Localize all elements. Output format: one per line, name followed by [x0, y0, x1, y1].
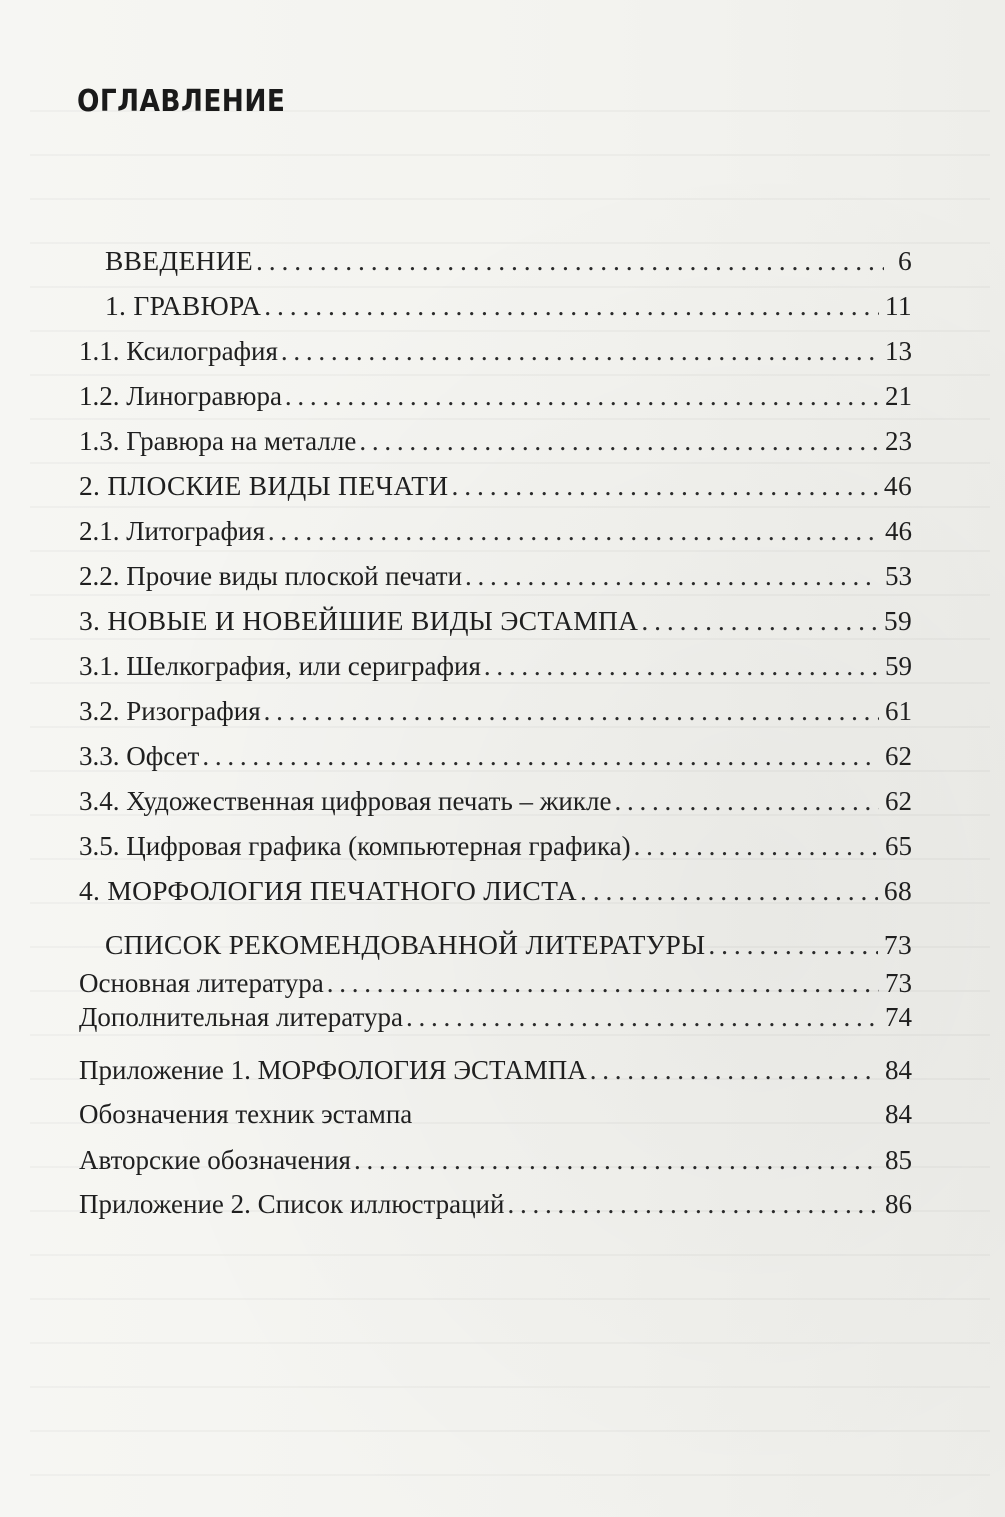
toc-entry-title: 2.2. Прочие виды плоской печати [79, 561, 463, 591]
toc-entry-title: Приложение 1. МОРФОЛОГИЯ ЭСТАМПА [79, 1055, 587, 1085]
toc-page-number: 65 [885, 831, 912, 861]
toc-dot-leader [507, 1187, 879, 1221]
toc-entry-title: 4. МОРФОЛОГИЯ ПЕЧАТНОГО ЛИСТА [79, 875, 577, 906]
toc-page-number: 86 [885, 1189, 912, 1219]
toc-dot-leader [590, 1053, 879, 1087]
toc-entry-section-3-4[interactable] [79, 784, 912, 818]
toc-page-number: 13 [885, 336, 912, 366]
toc-dot-leader [641, 604, 878, 638]
toc-page-number: 62 [885, 786, 912, 816]
toc-dot-leader [264, 694, 879, 728]
toc-dot-leader [256, 244, 884, 278]
toc-entry-appendix-2[interactable] [79, 1187, 912, 1221]
toc-page-number: 59 [885, 651, 912, 681]
toc-entry-title: Дополнительная литература [79, 1002, 403, 1032]
toc-page-number: 68 [883, 875, 912, 906]
toc-page-number: 46 [883, 470, 912, 501]
toc-page-number: 73 [883, 929, 912, 960]
toc-entry-title: Приложение 2. Список иллюстраций [79, 1189, 505, 1219]
toc-page-number: 46 [885, 516, 912, 546]
toc-dot-leader [580, 874, 878, 908]
toc-dot-leader [614, 784, 879, 818]
toc-dot-leader [354, 1143, 879, 1177]
toc-entry-title: 3.4. Художественная цифровая печать – жикле [79, 786, 612, 816]
toc-entry-appendix-1[interactable] [79, 1053, 912, 1087]
toc-entry-title: 3.2. Ризография [79, 696, 261, 726]
toc-entry-title: 2. ПЛОСКИЕ ВИДЫ ПЕЧАТИ [79, 470, 449, 501]
toc-page-number: 23 [885, 426, 912, 456]
toc-page-number: 6 [897, 245, 912, 276]
toc-entry-section-1-2[interactable] [79, 379, 912, 413]
toc-entry-title: СПИСОК РЕКОМЕНДОВАННОЙ ЛИТЕРАТУРЫ [105, 929, 706, 960]
toc-entry-section-3-2[interactable] [79, 694, 912, 728]
toc-dot-leader [285, 379, 879, 413]
toc-entry-section-2-1[interactable] [79, 514, 912, 548]
toc-entry-section-2-2[interactable] [79, 559, 912, 593]
toc-entry-author-designations[interactable] [79, 1143, 912, 1177]
toc-entry-title: Авторские обозначения [79, 1145, 351, 1175]
toc-dot-leader [465, 559, 879, 593]
toc-entry-chapter-4[interactable] [79, 874, 912, 908]
toc-entry-chapter-1[interactable] [105, 289, 912, 323]
toc-page-number: 85 [885, 1145, 912, 1175]
toc-page-number: 11 [884, 290, 912, 321]
toc-dot-leader [484, 649, 879, 683]
toc-entry-title: Обозначения техник эстампа [79, 1099, 413, 1129]
toc-page-number: 59 [883, 605, 912, 636]
toc-dot-leader [406, 1000, 879, 1034]
toc-page-number: 61 [885, 696, 912, 726]
toc-entry-technique-designations[interactable] [79, 1097, 912, 1131]
toc-page-number: 84 [885, 1055, 912, 1085]
toc-entry-section-3-5[interactable] [79, 829, 912, 863]
toc-entry-title: 3.5. Цифровая графика (компьютерная графика) [79, 831, 631, 861]
toc-entry-title: 3.1. Шелкография, или сериграфия [79, 651, 481, 681]
toc-entry-additional-literature[interactable] [79, 1000, 912, 1034]
toc-dot-leader [268, 514, 879, 548]
toc-entry-title: Основная литература [79, 968, 324, 998]
toc-page-number: 53 [885, 561, 912, 591]
toc-entry-title: 1.2. Линогравюра [79, 381, 282, 411]
toc-entry-chapter-2[interactable] [79, 469, 912, 503]
toc-entry-title: 1. ГРАВЮРА [105, 290, 262, 321]
toc-entry-title: 3. НОВЫЕ И НОВЕЙШИЕ ВИДЫ ЭСТАМПА [79, 605, 639, 636]
toc-entry-title: 3.3. Офсет [79, 741, 200, 771]
toc-entry-chapter-3[interactable] [79, 604, 912, 638]
toc-dot-leader [327, 966, 879, 1000]
toc-entry-title: ВВЕДЕНИЕ [105, 245, 253, 276]
toc-page-number: 84 [885, 1099, 912, 1129]
toc-dot-leader [264, 289, 879, 323]
toc-dot-leader [451, 469, 877, 503]
toc-entry-title: 1.3. Гравюра на металле [79, 426, 357, 456]
toc-page-number: 62 [885, 741, 912, 771]
toc-entry-title: 2.1. Литография [79, 516, 265, 546]
toc-entry-introduction[interactable] [105, 244, 912, 278]
page-title: ОГЛАВЛЕНИЕ [77, 84, 286, 119]
toc-dot-leader [202, 739, 879, 773]
toc-entry-main-literature[interactable] [79, 966, 912, 1000]
toc-page-number: 21 [885, 381, 912, 411]
toc-dot-leader [281, 334, 879, 368]
toc-dot-leader [708, 928, 878, 962]
toc-entry-title: 1.1. Ксилография [79, 336, 278, 366]
toc-entry-bibliography[interactable] [105, 928, 912, 962]
toc-dot-leader [359, 424, 879, 458]
toc-entry-section-3-3[interactable] [79, 739, 912, 773]
toc-entry-section-1-3[interactable] [79, 424, 912, 458]
toc-page-number: 73 [885, 968, 912, 998]
toc-entry-section-3-1[interactable] [79, 649, 912, 683]
toc-page-number: 74 [885, 1002, 912, 1032]
toc-entry-section-1-1[interactable] [79, 334, 912, 368]
toc-dot-leader [634, 829, 879, 863]
